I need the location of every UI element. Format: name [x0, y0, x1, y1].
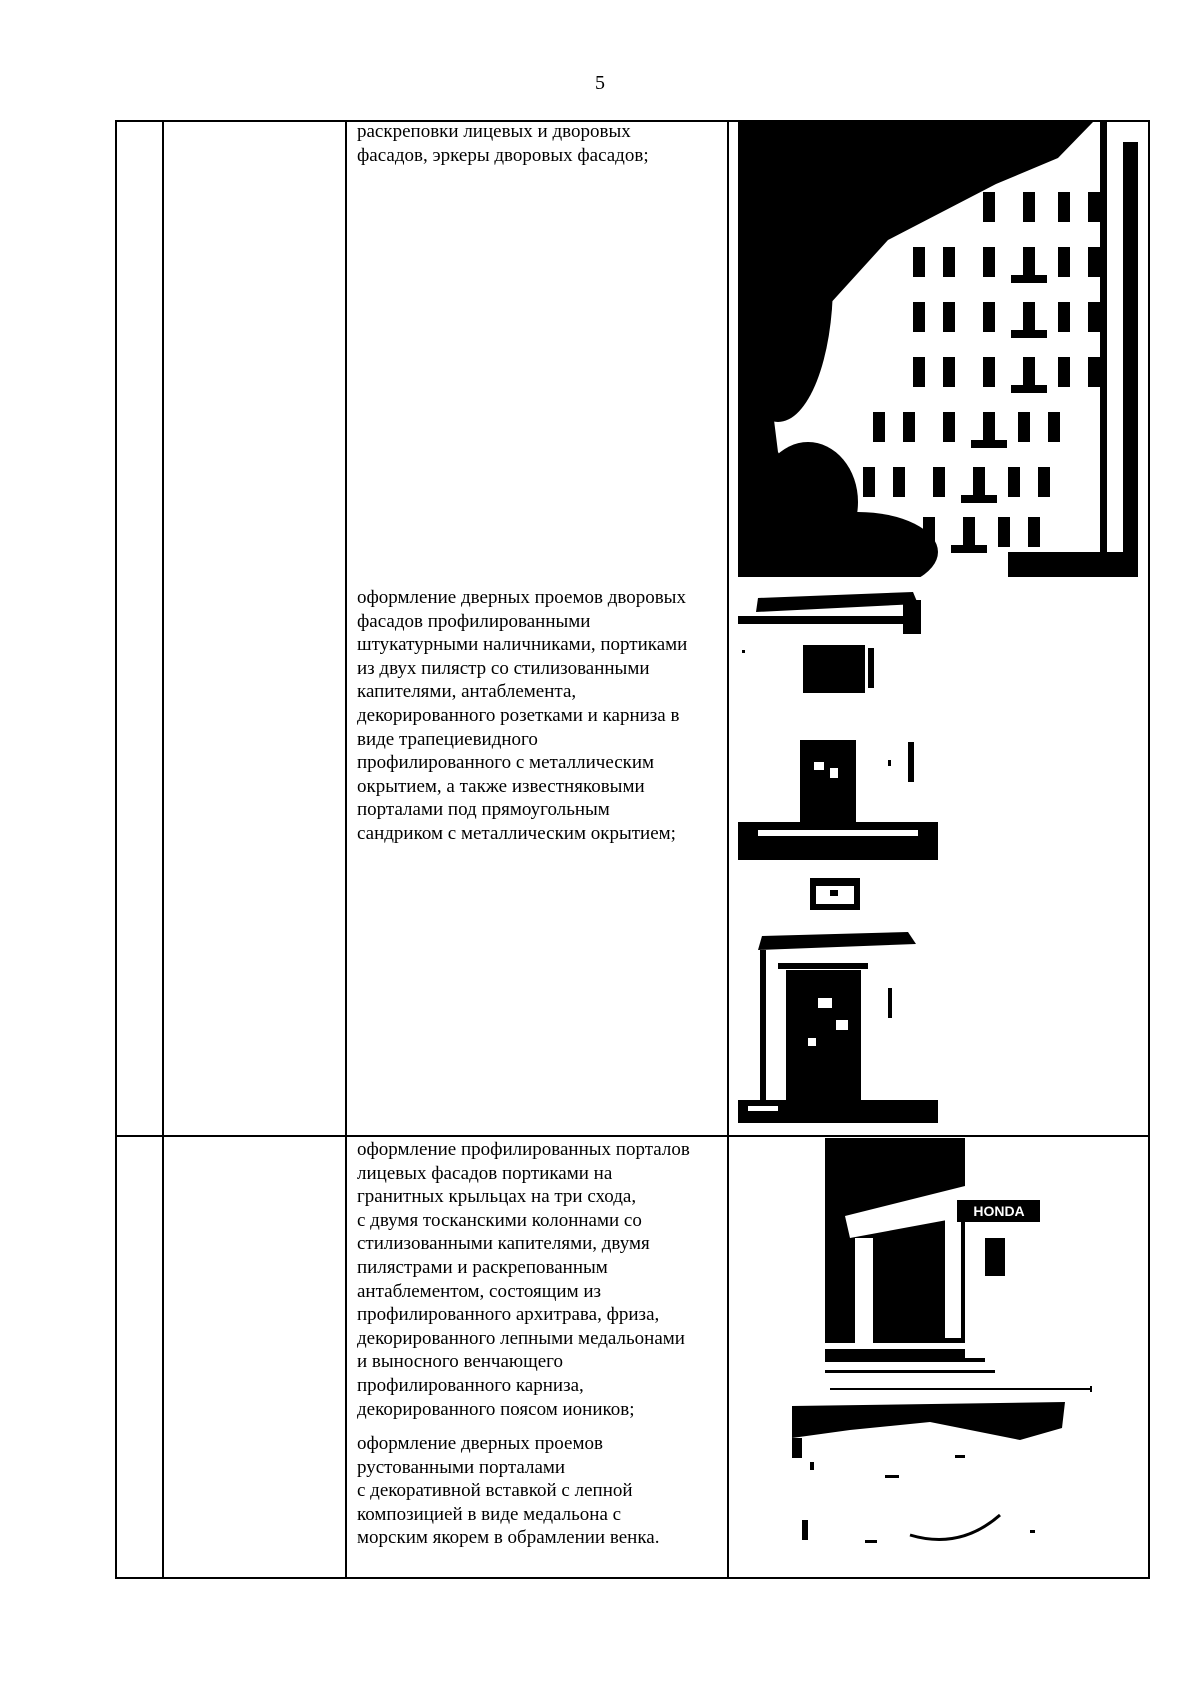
ground-shadow [1008, 552, 1138, 577]
door-notice [818, 998, 832, 1008]
facade-window [998, 517, 1010, 547]
door-top [803, 645, 865, 693]
door-notice [814, 762, 824, 770]
facade-window [863, 467, 875, 497]
portal-left-edge [792, 1438, 802, 1458]
facade-window [1008, 467, 1020, 497]
text-line: антаблементом, состоящим из [357, 1280, 602, 1302]
photo-separator-line [830, 1386, 1095, 1392]
row-separator [115, 1135, 1150, 1137]
facade-window [1058, 357, 1070, 387]
rusticated-portal-photo [780, 1400, 1080, 1550]
wall-mark [802, 1520, 808, 1540]
text-line: декорированного розетками и карниза в [357, 704, 680, 726]
door-photo [738, 740, 938, 860]
facade-window [913, 357, 925, 387]
small-window-photo [810, 878, 860, 910]
text-line: капителями, антаблемента, [357, 681, 577, 703]
facade-window [1048, 412, 1060, 442]
text-line: фасадов, эркеры дворовых фасадов; [357, 144, 649, 166]
balcony [961, 495, 997, 503]
facade-window [943, 302, 955, 332]
ground-band [738, 1100, 938, 1123]
facade-photo [738, 122, 1138, 577]
portal-left-edge [760, 950, 766, 1100]
facade-window [983, 192, 995, 222]
wall-mark [742, 650, 745, 653]
balcony [1011, 275, 1047, 283]
balcony [1011, 330, 1047, 338]
portal-frame [778, 963, 868, 969]
text-line: порталами под прямоугольным [357, 799, 610, 821]
drainpipe [1100, 122, 1107, 577]
step [748, 1106, 778, 1111]
text-line: декорированного лепными медальонами [357, 1327, 685, 1349]
facade-window [983, 247, 995, 277]
wall-mark [868, 648, 874, 688]
text-line: оформление дверных проемов дворовых [357, 587, 686, 608]
wall-mark [885, 1475, 899, 1478]
text-line: сандриком с металлическим окрытием; [357, 822, 676, 844]
portico-photo [825, 1138, 1040, 1378]
text-line: оформление дверных проемов [357, 1433, 603, 1454]
facade-window [963, 517, 975, 547]
text-line: морским якорем в обрамлении венка. [357, 1527, 660, 1549]
facade-window [1018, 412, 1030, 442]
facade-window [1058, 247, 1070, 277]
facade-window [1038, 467, 1050, 497]
facade-window [1028, 517, 1040, 547]
text-line: виде трапециевидного [357, 728, 538, 750]
wall-mark [888, 760, 891, 766]
text-line: стилизованными капителями, двумя [357, 1233, 650, 1255]
text-line: фасадов профилированными [357, 610, 591, 632]
wall-mark [1030, 1530, 1035, 1533]
text-line: рустованными порталами [357, 1456, 566, 1478]
door [786, 970, 861, 1108]
facade-window [1088, 192, 1100, 222]
facade-window [913, 302, 925, 332]
door-notice [808, 1038, 816, 1046]
balcony [951, 545, 987, 553]
facade-window [943, 247, 955, 277]
facade-window [1023, 247, 1035, 277]
text-line: профилированного с металлическим [357, 752, 655, 774]
facade-window [1023, 357, 1035, 387]
text-line: оформление профилированных порталов [357, 1139, 690, 1160]
row1-description-facades [357, 120, 725, 167]
facade-window [943, 412, 955, 442]
facade-window [973, 467, 985, 497]
wall-mark [865, 1540, 877, 1543]
facade-window [913, 247, 925, 277]
cornice-band [738, 616, 903, 624]
ground-band [738, 822, 938, 860]
facade-window [873, 412, 885, 442]
balcony [1011, 385, 1047, 393]
text-line: пилястрами и раскрепованным [357, 1256, 608, 1278]
text-line: профилированного архитрава, фриза, [357, 1304, 660, 1326]
window [985, 1238, 1005, 1276]
facade-window [983, 357, 995, 387]
text-line: композицией в виде медальона с [357, 1503, 622, 1525]
facade-window [903, 412, 915, 442]
facade-window [983, 302, 995, 332]
door-notice [836, 1020, 848, 1030]
facade-window [1058, 302, 1070, 332]
wall-mark [955, 1455, 965, 1458]
table-border-right [1148, 120, 1150, 1579]
column [945, 1218, 961, 1338]
text-line: с декоративной вставкой с лепной [357, 1480, 633, 1502]
wall-mark [908, 742, 914, 782]
column [855, 1238, 873, 1343]
text-line: с двумя тосканскими колоннами со [357, 1209, 642, 1231]
right-wall-shadow [1123, 142, 1138, 577]
facade-window [1058, 192, 1070, 222]
facade-window [983, 412, 995, 442]
column-divider-1 [162, 120, 164, 1579]
text-line: лицевых фасадов портиками на [357, 1162, 613, 1184]
text-line: штукатурными наличниками, портиками [357, 634, 688, 656]
row1-description-doorways [357, 586, 725, 846]
facade-window [1088, 247, 1100, 277]
steps [825, 1358, 985, 1362]
text-line: гранитных крыльцах на три схода, [357, 1186, 637, 1208]
sign-text: HONDA [973, 1203, 1025, 1219]
door-cornice-photo [738, 590, 938, 700]
wall-mark [810, 1462, 814, 1470]
text-line: раскреповки лицевых и дворовых [357, 121, 631, 142]
tree-foliage [758, 442, 858, 562]
facade-window [1023, 302, 1035, 332]
row2-description-portals [357, 1138, 725, 1421]
text-line: и выносного венчающего [357, 1351, 563, 1373]
column-divider-2 [345, 120, 347, 1579]
facade-window [1088, 302, 1100, 332]
row2-description-rusticated-portals [357, 1432, 725, 1550]
steps [825, 1343, 985, 1349]
text-line: декорированного поясом иоников; [357, 1398, 635, 1420]
table-border-bottom [115, 1577, 1150, 1579]
balcony [971, 440, 1007, 448]
table-border-left [115, 120, 117, 1579]
step [758, 830, 918, 836]
facade-window [1088, 357, 1100, 387]
page-number: 5 [595, 72, 605, 94]
column-divider-3 [727, 120, 729, 1579]
limestone-portal-photo [738, 928, 938, 1123]
text-line: из двух пилястр со стилизованными [357, 657, 650, 679]
text-line: окрытием, а также известняковыми [357, 775, 645, 797]
text-line: профилированного карниза, [357, 1374, 584, 1396]
facade-window [943, 357, 955, 387]
steps [825, 1370, 995, 1373]
window-mark [830, 890, 838, 896]
wall-mark [888, 988, 892, 1018]
facade-window [893, 467, 905, 497]
cornice-edge [903, 600, 921, 634]
doorway [880, 1248, 935, 1348]
facade-window [1023, 192, 1035, 222]
door-notice [830, 768, 838, 778]
facade-window [933, 467, 945, 497]
